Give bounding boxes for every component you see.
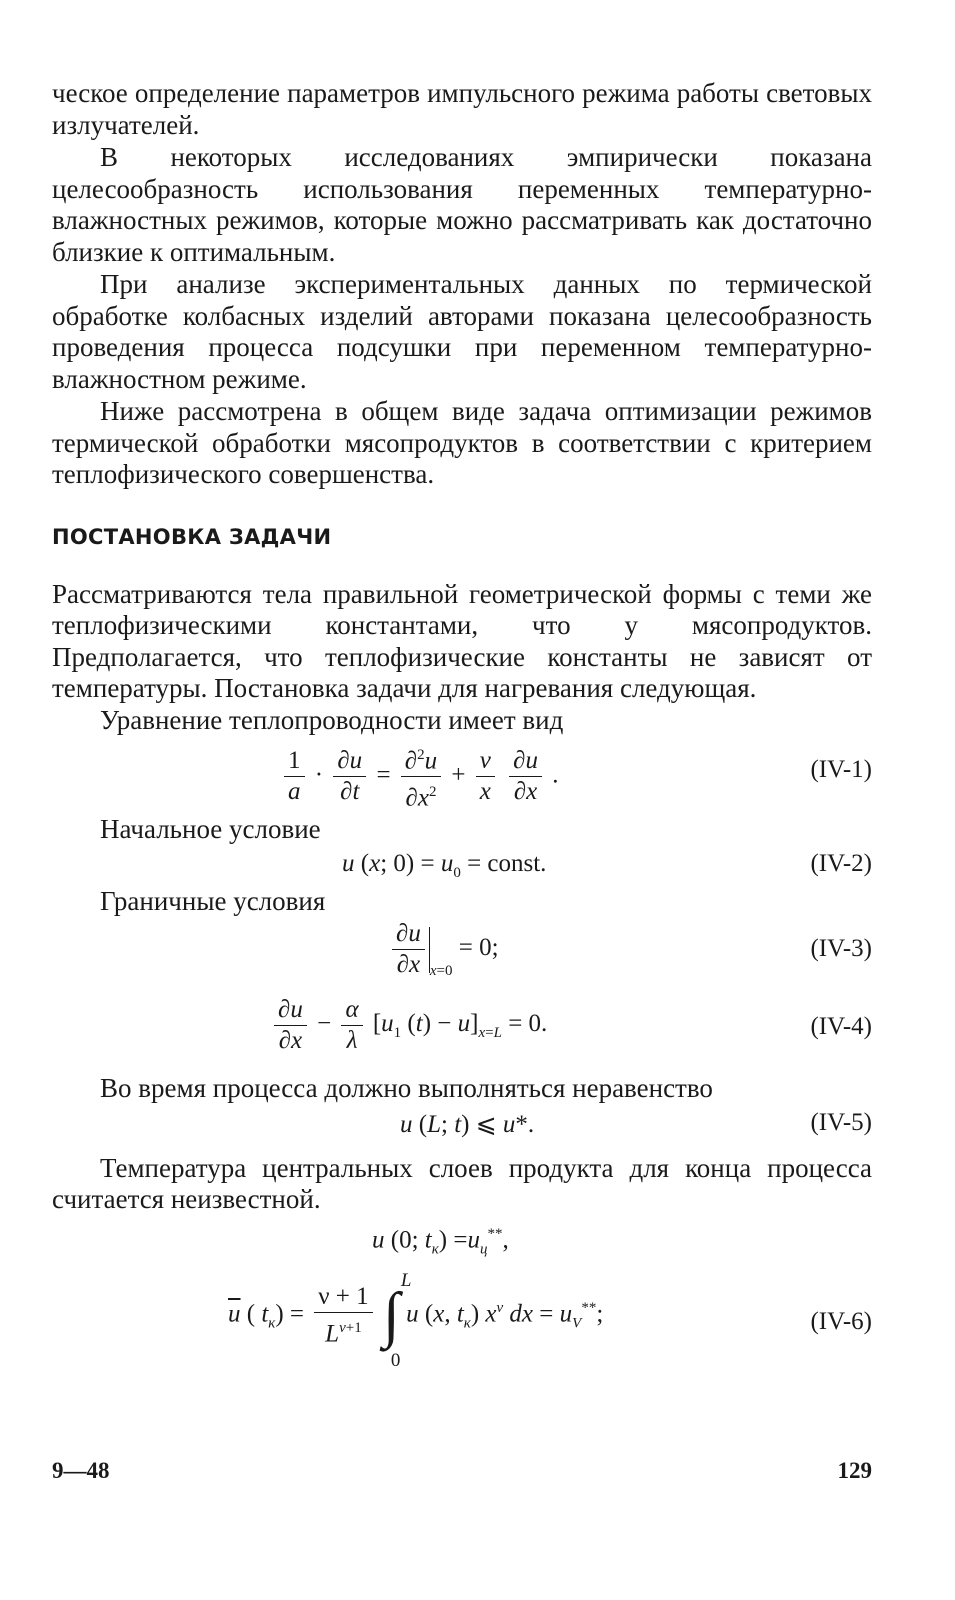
equation-number: (IV-6) [810, 1307, 872, 1335]
paragraph-3: При анализе экспериментальных данных по термической обработке колбасных изделий авторами показана целесообразность проведения процесса подсушки при переменном температурно-влажностном режиме. [52, 269, 872, 394]
mean-volume-temperature: $\overline{u}$ ( $t_к$) = $\frac{\nu + 1}{L^{\nu+1}}$ L ∫ 0 u (x, $t_к$) $x^\nu$ dx = $u_V^{**}$; [228, 1270, 604, 1372]
center-temperature: u (0; $t_к) =u_ц^{**}$, [372, 1225, 509, 1257]
lead-center-temperature: Температура центральных слоев продукта для конца процесса считается неизвестной. [52, 1152, 872, 1214]
equation-iv-5 [52, 1105, 872, 1147]
paragraph-2: В некоторых исследованиях эмпирически показана целесообразность использования переменных температурно-влажностных режимов, которые можно рассматривать как достаточно близкие к оптимальным. [52, 142, 872, 267]
lead-boundary-conditions: Граничные условия [100, 885, 326, 916]
problem-paragraph: Рассматриваются тела правильной геометрической формы с теми же теплофизическими константами, что у мясопродуктов. Предполагается, что теплофизические константы не зависят от температуры. Постановка задачи для нагревания следующая. [52, 578, 872, 703]
equation-number: (IV-4) [810, 1013, 872, 1040]
signature-mark: 9—48 [52, 1458, 110, 1483]
equation-number: (IV-2) [810, 849, 872, 877]
paragraph-1: ческое определение параметров импульсного режима работы световых излучателей. [52, 78, 872, 140]
equation-iv-2 [52, 846, 872, 886]
boundary-condition-surface: $\frac{\partial u}{\partial x}$ − $\frac{\alpha}{\lambda}$ [$u_1$ $(t) - u]_{x=L} = 0$. [270, 995, 547, 1056]
page-number: 129 [837, 1458, 872, 1483]
initial-condition: u (x; $0) = u_0$ = const. [342, 849, 547, 881]
equation-iv-1 [52, 736, 872, 814]
equation-number: (IV-1) [810, 756, 872, 783]
paragraph-4: Ниже рассмотрена в общем виде задача оптимизации режимов термической обработки мясопродуктов в соответствии с критерием теплофизического совершенства. [52, 396, 872, 489]
boundary-condition-center: $\frac{\partial u}{\partial x}$ $_{x=0}$ = 0; [388, 919, 499, 980]
equation-number: (IV-3) [810, 935, 872, 962]
lead-heat-equation: Уравнение теплопроводности имеет вид [100, 704, 564, 735]
equation-iv-4 [52, 993, 872, 1073]
equation-number: (IV-5) [810, 1108, 872, 1136]
lead-inequality: Во время процесса должно выполняться неравенство [100, 1073, 713, 1103]
lead-initial-condition: Начальное условие [100, 814, 321, 844]
page-body [52, 78, 872, 1386]
temperature-inequality: u (L; t) ⩽ u*. [400, 1110, 535, 1138]
section-heading: ПОСТАНОВКА ЗАДАЧИ [52, 524, 332, 549]
equation-iv-3 [52, 917, 872, 993]
heat-equation: $\frac{1}{a}$ · $\frac{\partial u}{\partial t}$ = $\frac{\partial^2u}{\partial x^2}$ + $\frac{\nu}{x}$ $\frac{\partial u}{\partial x}$ . [280, 740, 558, 814]
equation-iv-6 [52, 1216, 872, 1386]
